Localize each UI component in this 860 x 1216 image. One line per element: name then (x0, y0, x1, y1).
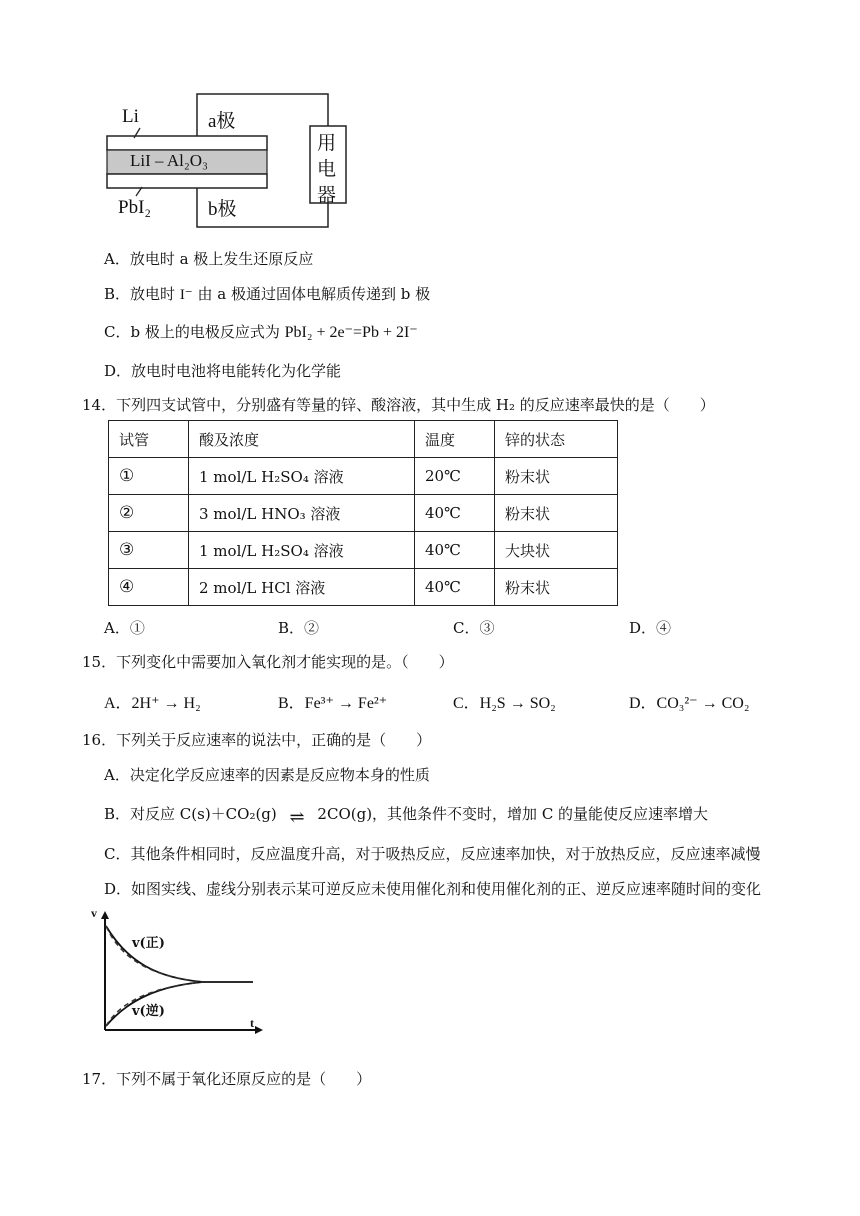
header-cell: 酸及浓度 (189, 421, 415, 458)
table-cell: 40℃ (415, 495, 495, 532)
table-cell: 粉末状 (495, 458, 618, 495)
table-cell: 40℃ (415, 569, 495, 606)
x-axis-arrow (255, 1026, 263, 1034)
rate-time-graph (88, 908, 268, 1038)
electrode-equation: PbI₂ + 2e⁻=Pb + 2I⁻ (284, 324, 418, 341)
table-cell: 粉末状 (495, 569, 618, 606)
table-cell: 1 mol/L H₂SO₄ 溶液 (189, 458, 415, 495)
table-cell: 40℃ (415, 532, 495, 569)
q14-table (108, 420, 618, 606)
table-row (109, 495, 618, 532)
q15-stem: 15．下列变化中需要加入氧化剂才能实现的是。（ ） (82, 653, 454, 671)
q14-option-d: D．④ (629, 619, 672, 637)
table-cell: ① (109, 458, 189, 495)
q16-option-b: B．对反应 C(s)＋CO₂(g) ⇌ 2CO(g)，其他条件不变时，增加 C 的量能使反应速率增大 (104, 805, 709, 828)
table-row (109, 532, 618, 569)
graph-forward-label: v(正) (132, 936, 165, 951)
electrode-a (107, 136, 267, 150)
q13-option-b: B．放电时 I⁻ 由 a 极通过固体电解质传递到 b 极 (104, 285, 431, 303)
label-electrolyte: LiI – Al₂O₃ (130, 151, 208, 170)
q17-stem: 17．下列不属于氧化还原反应的是（ ） (82, 1070, 372, 1088)
iodide-ion: I⁻ (179, 287, 193, 303)
table-cell: 2 mol/L HCl 溶液 (189, 569, 415, 606)
q15-option-d: D．CO₃²⁻ → CO₂ (629, 695, 750, 712)
table-cell: 粉末状 (495, 495, 618, 532)
table-cell: 20℃ (415, 458, 495, 495)
graph-x-label: t (250, 1016, 254, 1030)
q15-option-c: C．H₂S → SO₂ (453, 695, 556, 712)
q15-option-b: B．Fe³⁺ → Fe²⁺ (278, 695, 388, 712)
q14-option-a: A．① (104, 619, 145, 637)
label-pbi2: PbI₂ (118, 197, 152, 218)
q14-option-c: C．③ (453, 619, 495, 637)
header-cell: 锌的状态 (495, 421, 618, 458)
table-row (109, 569, 618, 606)
label-li: Li (122, 106, 139, 127)
equilibrium-arrow: ⇌ (289, 807, 305, 828)
table-cell: 1 mol/L H₂SO₄ 溶液 (189, 532, 415, 569)
q16-option-a: A．决定化学反应速率的因素是反应物本身的性质 (104, 766, 430, 784)
table-header-row (109, 421, 618, 458)
table-cell: ④ (109, 569, 189, 606)
q16-option-c: C．其他条件相同时，反应温度升高，对于吸热反应，反应速率加快，对于放热反应，反应速率减慢 (104, 845, 761, 863)
table-cell: ② (109, 495, 189, 532)
table-cell: ③ (109, 532, 189, 569)
table-cell: 3 mol/L HNO₃ 溶液 (189, 495, 415, 532)
label-b-electrode: b极 (208, 199, 237, 220)
q13-option-c: C．b 极上的电极反应式为 PbI₂ + 2e⁻=Pb + 2I⁻ (104, 323, 418, 341)
label-device-1: 用 (317, 133, 337, 154)
q13-option-a: A．放电时 a 极上发生还原反应 (104, 250, 314, 268)
table-cell: 大块状 (495, 532, 618, 569)
header-cell: 温度 (415, 421, 495, 458)
q13-option-d: D．放电时电池将电能转化为化学能 (104, 362, 342, 380)
graph-reverse-label: v(逆) (132, 1004, 165, 1019)
q16-option-d: D．如图实线、虚线分别表示某可逆反应未使用催化剂和使用催化剂的正、逆反应速率随时间的变化 (104, 880, 762, 898)
electrode-b (107, 174, 267, 188)
q14-option-b: B．② (278, 619, 320, 637)
q16-stem: 16．下列关于反应速率的说法中，正确的是（ ） (82, 731, 432, 749)
graph-y-label: v (91, 906, 97, 920)
label-a-electrode: a极 (208, 111, 236, 132)
header-cell: 试管 (109, 421, 189, 458)
q15-option-a: A．2H⁺ → H₂ (104, 695, 201, 712)
table-row (109, 458, 618, 495)
label-device-3: 器 (317, 185, 337, 206)
label-device-2: 电 (317, 159, 337, 180)
q14-stem: 14．下列四支试管中，分别盛有等量的锌、酸溶液，其中生成 H₂ 的反应速率最快的是（ ） (82, 396, 715, 414)
y-axis-arrow (101, 911, 109, 919)
